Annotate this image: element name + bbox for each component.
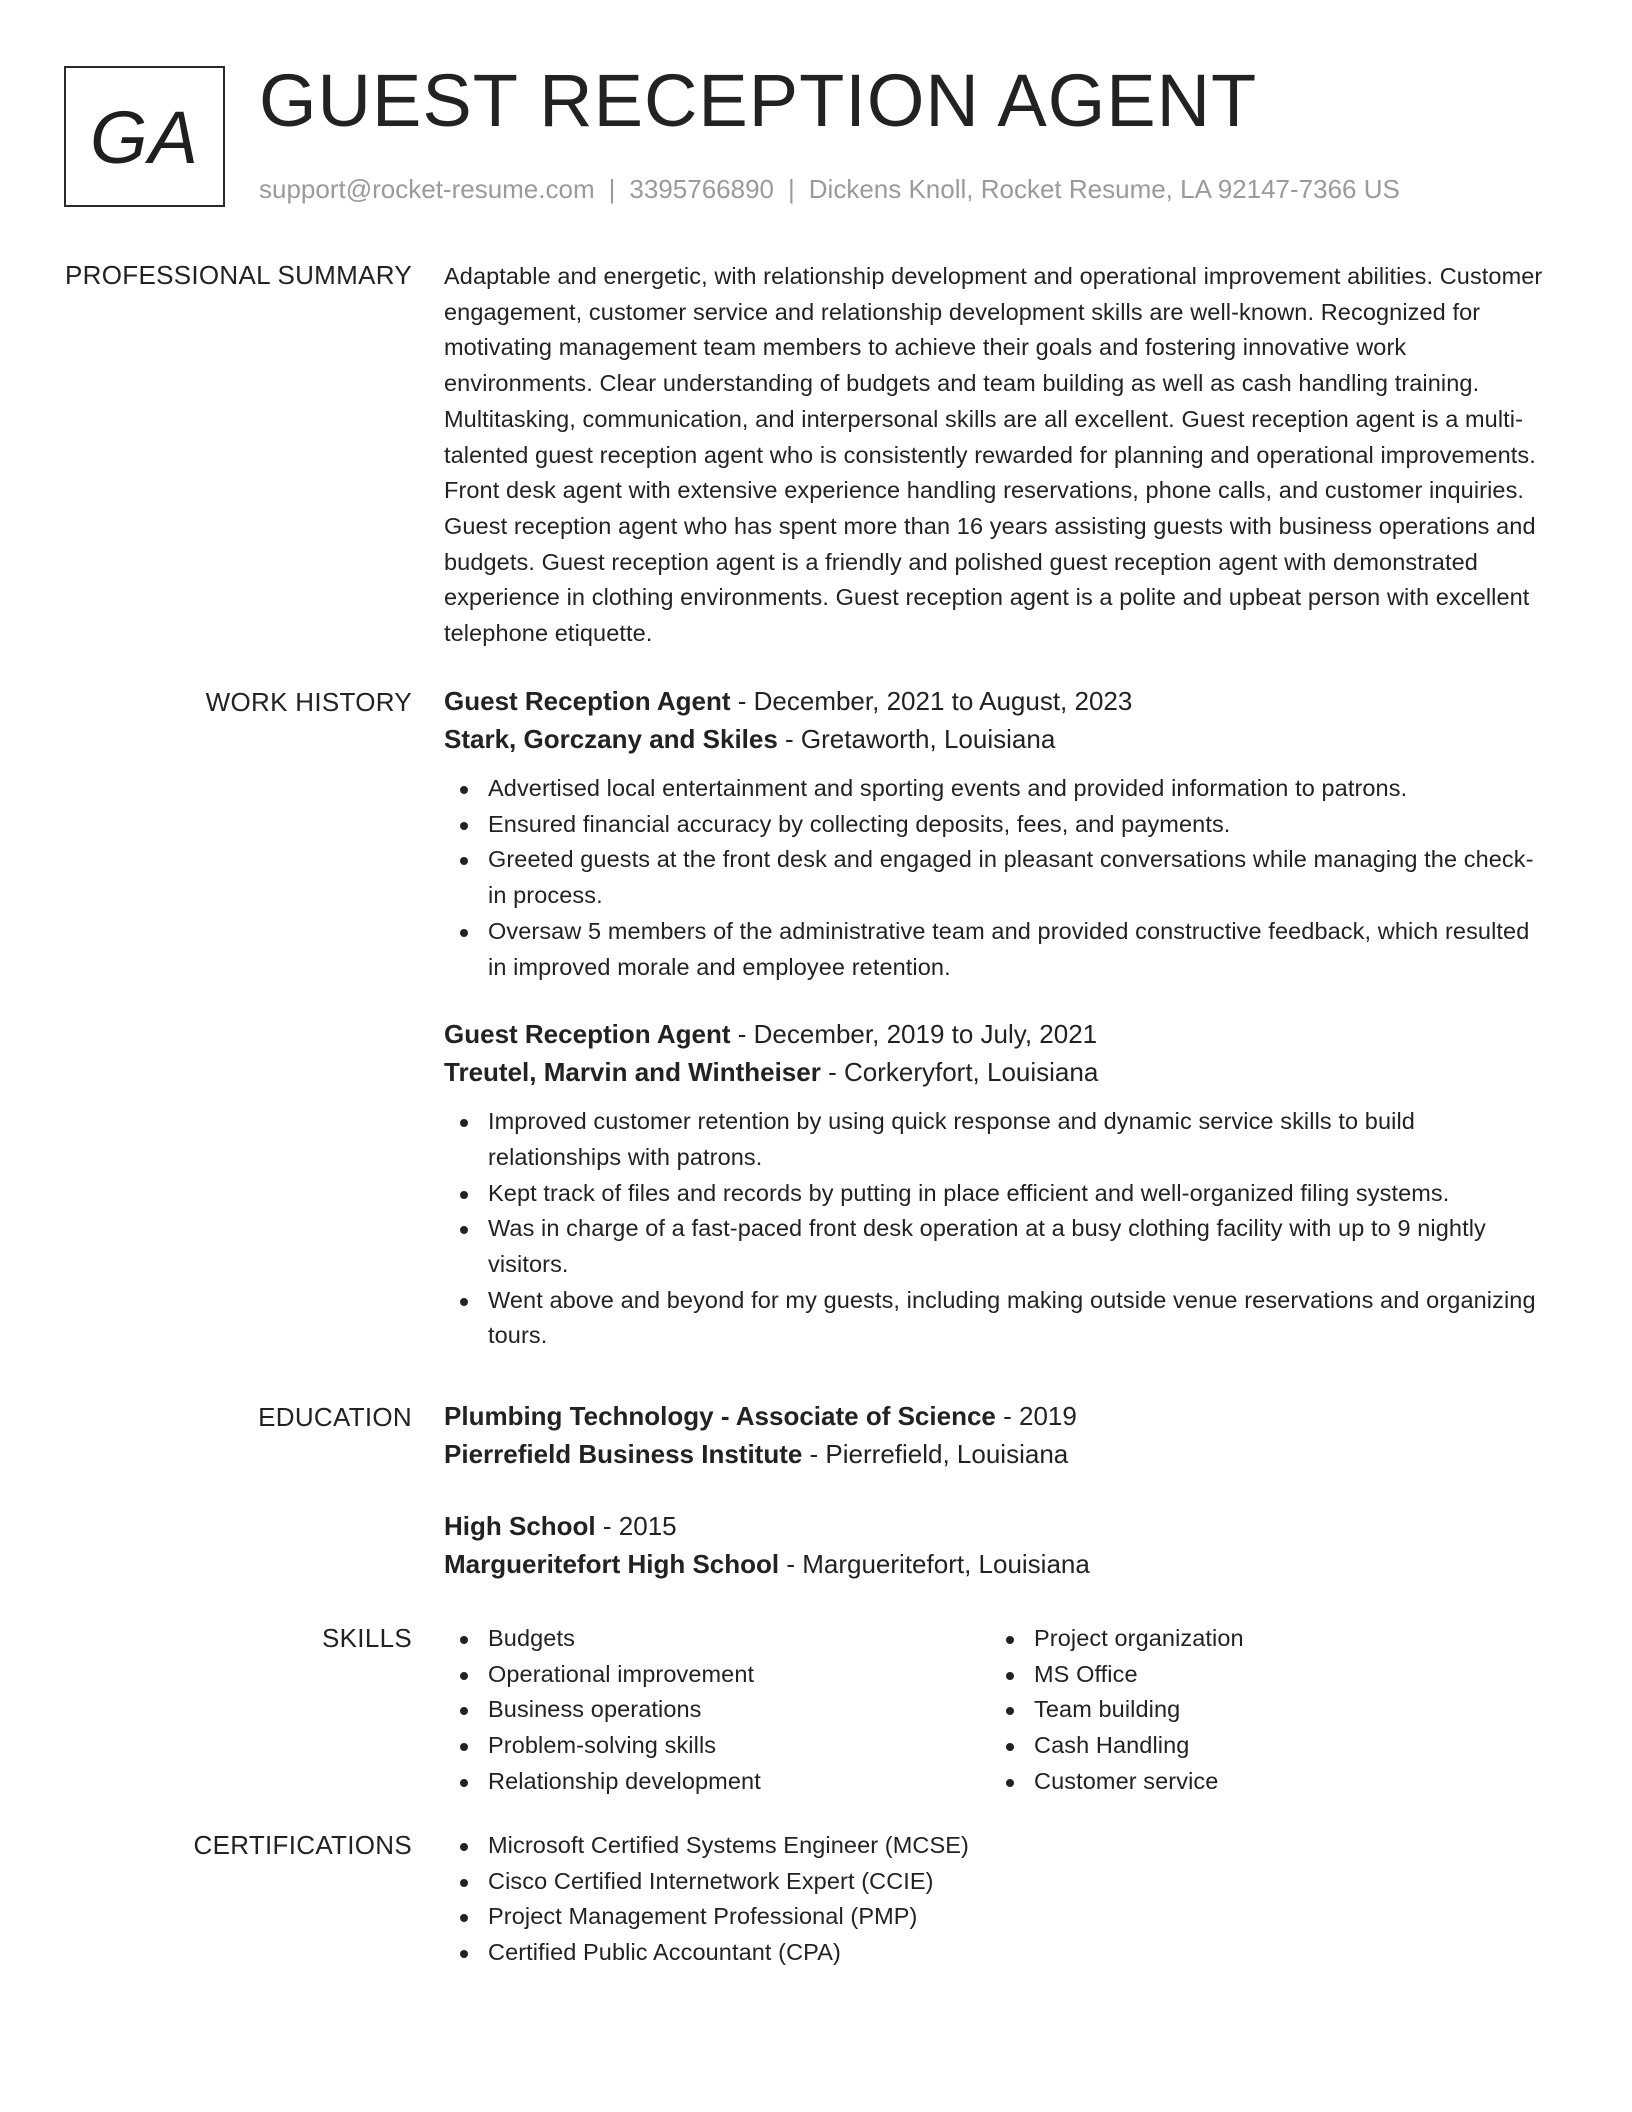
job-title: Guest Reception Agent [444, 1019, 731, 1050]
section-heading-skills: SKILLS [322, 1623, 412, 1653]
job-company: Stark, Gorczany and Skiles [444, 724, 778, 754]
certification-item: Project Management Professional (PMP) [444, 1899, 1544, 1935]
skill-item: Operational improvement [444, 1657, 990, 1693]
job-entry [444, 682, 1544, 985]
degree: High School [444, 1511, 596, 1541]
job-dates: - December, 2021 to August, 2023 [730, 686, 1133, 716]
skill-item: Cash Handling [990, 1728, 1536, 1764]
summary-text: Adaptable and energetic, with relationship development and operational improvement abilities. Customer engagement, customer service and relationship development skills are well-known. Recognized for motivating management team members to achieve their goals and fostering innovative work environments. Clear understanding of budgets and team building as well as cash handling training. Multitasking, communication, and interpersonal skills are all excellent. Guest reception agent is a multi-talented guest reception agent who is consistently rewarded for planning and operational improvements. Front desk agent with extensive experience handling reservations, phone calls, and customer inquiries. Guest reception agent who has spent more than 16 years assisting guests with business operations and budgets. Guest reception agent is a friendly and polished guest reception agent with demonstrated experience in clothing environments. Guest reception agent is a polite and upbeat person with excellent telephone etiquette. [444, 263, 1543, 647]
list-item: Improved customer retention by using quick response and dynamic service skills to build relationships with patrons. [444, 1104, 1544, 1175]
skills-columns [444, 1621, 1544, 1800]
job-title-line [444, 682, 1544, 720]
skill-item: Customer service [990, 1764, 1536, 1800]
job-company-line [444, 720, 1544, 758]
list-item: Was in charge of a fast-paced front desk operation at a busy clothing facility with up to 9 nightly visitors. [444, 1211, 1544, 1282]
skill-item: Budgets [444, 1621, 990, 1657]
skill-item: Project organization [990, 1621, 1536, 1657]
page-title: GUEST RECEPTION AGENT [259, 59, 1258, 142]
contact-separator: | [788, 174, 795, 204]
contact-separator: | [608, 174, 616, 204]
list-item: Ensured financial accuracy by collecting deposits, fees, and payments. [444, 807, 1544, 843]
school-line [444, 1435, 1544, 1473]
school-location: - Margueritefort, Louisiana [779, 1549, 1090, 1579]
section-heading-certifications: CERTIFICATIONS [193, 1830, 412, 1860]
job-location: - Corkeryfort, Louisiana [820, 1057, 1099, 1088]
skill-item: MS Office [990, 1657, 1536, 1693]
skill-item: Problem-solving skills [444, 1728, 990, 1764]
list-item: Greeted guests at the front desk and engaged in pleasant conversations while managing the check-in process. [444, 842, 1544, 913]
job-company: Treutel, Marvin and Wintheiser [444, 1057, 821, 1088]
certifications-list [444, 1828, 1544, 1971]
monogram-box [64, 66, 225, 207]
job-bullets [444, 1104, 1544, 1354]
contact-address: Dickens Knoll, Rocket Resume, LA 92147-7366 US [808, 174, 1400, 204]
job-dates: - December, 2019 to July, 2021 [730, 1019, 1098, 1050]
contact-line [259, 172, 1400, 206]
degree-line [444, 1507, 1544, 1545]
school-line [444, 1545, 1544, 1583]
monogram-initials: GA [90, 96, 199, 179]
job-title: Guest Reception Agent [444, 686, 731, 716]
list-item: Advertised local entertainment and sporting events and provided information to patrons. [444, 771, 1544, 807]
skill-item: Relationship development [444, 1764, 990, 1800]
contact-phone: 3395766890 [629, 174, 774, 204]
school: Margueritefort High School [444, 1549, 780, 1579]
section-heading-work-history: WORK HISTORY [205, 687, 412, 717]
skill-item: Business operations [444, 1692, 990, 1728]
education-entry [444, 1397, 1544, 1473]
degree-year: - 2015 [595, 1511, 677, 1541]
job-title-line [444, 1015, 1544, 1053]
certification-item: Cisco Certified Internetwork Expert (CCIE) [444, 1864, 1544, 1900]
education-entry [444, 1507, 1544, 1583]
job-location: - Gretaworth, Louisiana [777, 724, 1056, 754]
school-location: - Pierrefield, Louisiana [802, 1439, 1069, 1469]
certification-item: Microsoft Certified Systems Engineer (MCSE) [444, 1828, 1544, 1864]
section-heading-education: EDUCATION [258, 1402, 412, 1432]
list-item: Kept track of files and records by putting in place efficient and well-organized filing systems. [444, 1176, 1544, 1212]
skills-list-right [990, 1621, 1536, 1800]
skill-item: Team building [990, 1692, 1536, 1728]
certification-item: Certified Public Accountant (CPA) [444, 1935, 1544, 1971]
skills-list-left [444, 1621, 990, 1800]
degree: Plumbing Technology - Associate of Science [444, 1401, 996, 1431]
degree-year: - 2019 [995, 1401, 1077, 1431]
list-item: Oversaw 5 members of the administrative team and provided constructive feedback, which resulted in improved morale and employee retention. [444, 914, 1544, 985]
school: Pierrefield Business Institute [444, 1439, 803, 1469]
degree-line [444, 1397, 1544, 1435]
job-bullets [444, 771, 1544, 985]
job-entry [444, 1015, 1544, 1354]
job-company-line [444, 1053, 1544, 1091]
list-item: Went above and beyond for my guests, including making outside venue reservations and organizing tours. [444, 1283, 1544, 1354]
contact-email: support@rocket-resume.com [259, 174, 595, 204]
section-heading-summary: PROFESSIONAL SUMMARY [65, 260, 412, 290]
